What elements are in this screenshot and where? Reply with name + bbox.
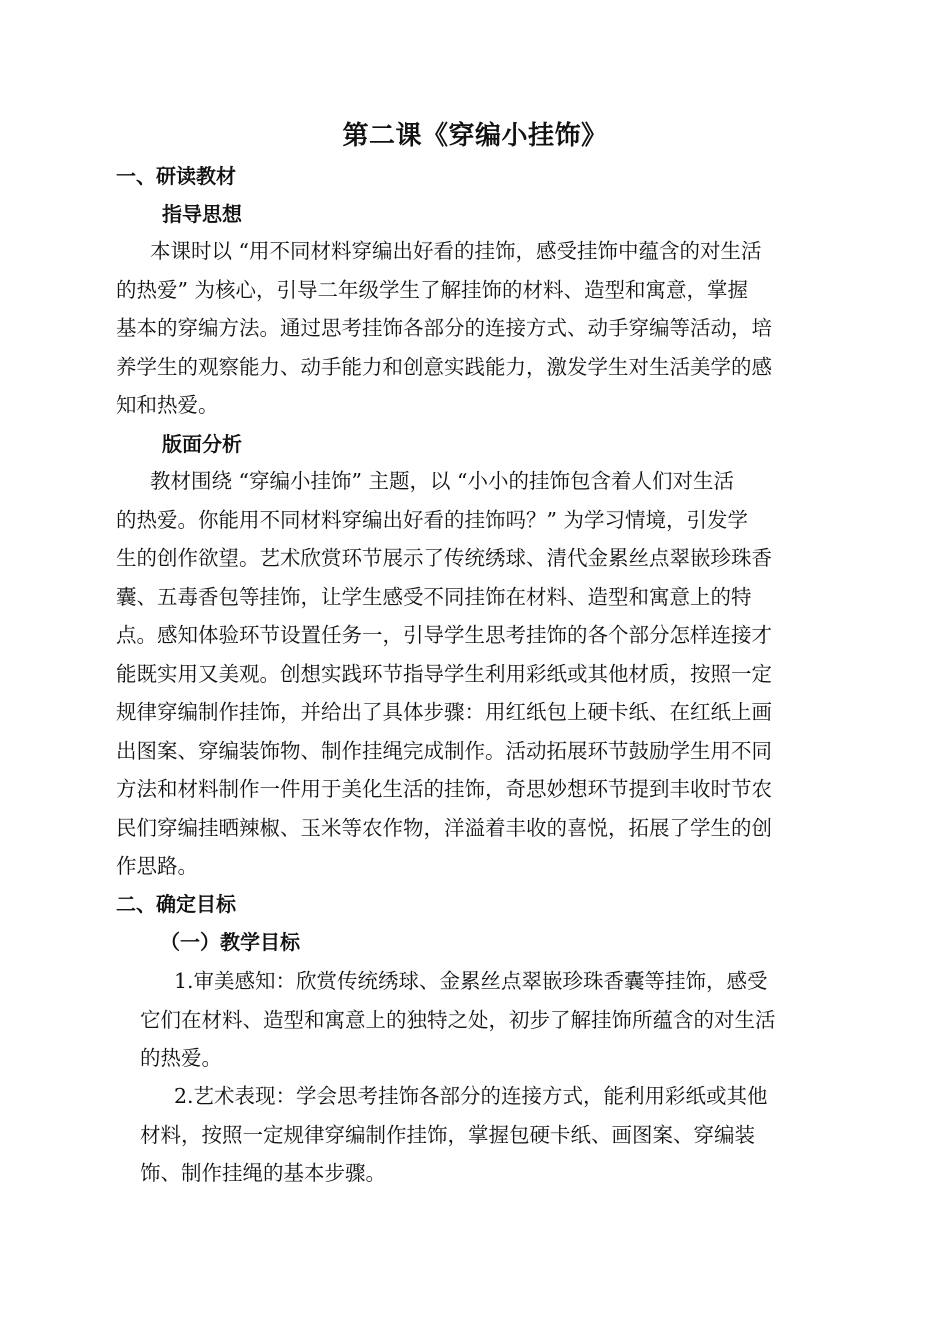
paragraph-guiding-ideas [116,232,772,425]
paragraph-goal-artistic-expression [140,1077,768,1193]
text-line: 1.审美感知：欣赏传统绣球、金累丝点翠嵌珍珠香囊等挂饰，感受 [174,969,768,993]
text-line: 作思路。 [116,854,198,878]
text-line: 方法和材料制作一件用于美化生活的挂饰，奇思妙想环节提到丰收时节农 [116,777,772,801]
text-line: 出图案、穿编装饰物、制作挂绳完成制作。活动拓展环节鼓励学生用不同 [116,738,772,763]
text-line: 囊、五毒香包等挂饰，让学生感受不同挂饰在材料、造型和寓意上的特 [116,584,752,609]
text-line: 它们在材料、造型和寓意上的独特之处，初步了解挂饰所蕴含的对生活 [140,1007,776,1032]
text-line: 材料，按照一定规律穿编制作挂饰，掌握包硬卡纸、画图案、穿编装 [140,1122,755,1147]
document-title: 第二课《穿编小挂饰》 [342,121,608,151]
text-line: 本课时以 “用不同材料穿编出好看的挂饰，感受挂饰中蕴含的对生活 [150,239,762,263]
text-line: 的热爱。你能用不同材料穿编出好看的挂饰吗？” 为学习情境，引发学 [116,507,748,532]
text-line: 养学生的观察能力、动手能力和创意实践能力，激发学生对生活美学的感 [116,354,772,379]
text-line: 能既实用又美观。创想实践环节指导学生利用彩纸或其他材质，按照一定 [116,661,772,686]
subheading-guiding-ideas: 指导思想 [162,202,242,226]
section-heading-study-materials: 一、研读教材 [116,164,236,188]
text-line: 的热爱。 [140,1046,222,1070]
text-line: 饰、制作挂绳的基本步骤。 [140,1161,386,1185]
section-heading-define-goals: 二、确定目标 [116,892,236,916]
text-line: 民们穿编挂晒辣椒、玉米等农作物，洋溢着丰收的喜悦，拓展了学生的创 [116,815,772,840]
text-line: 的热爱” 为核心，引导二年级学生了解挂饰的材料、造型和寓意，掌握 [116,277,748,302]
text-line: 规律穿编制作挂饰，并给出了具体步骤：用红纸包上硬卡纸、在红纸上画 [116,700,772,724]
subheading-teaching-goals: （一）教学目标 [160,930,300,954]
text-line: 知和热爱。 [116,393,219,417]
subheading-layout-analysis: 版面分析 [162,432,242,456]
paragraph-layout-analysis [116,462,772,886]
text-line: 生的创作欲望。艺术欣赏环节展示了传统绣球、清代金累丝点翠嵌珍珠香 [116,546,772,570]
paragraph-goal-aesthetic-perception [140,962,776,1078]
text-line: 2.艺术表现：学会思考挂饰各部分的连接方式，能利用彩纸或其他 [174,1084,768,1108]
text-line: 基本的穿编方法。通过思考挂饰各部分的连接方式、动手穿编等活动，培 [116,316,772,340]
text-line: 教材围绕 “穿编小挂饰” 主题，以 “小小的挂饰包含着人们对生活 [150,469,734,493]
text-line: 点。感知体验环节设置任务一，引导学生思考挂饰的各个部分怎样连接才 [116,623,772,647]
